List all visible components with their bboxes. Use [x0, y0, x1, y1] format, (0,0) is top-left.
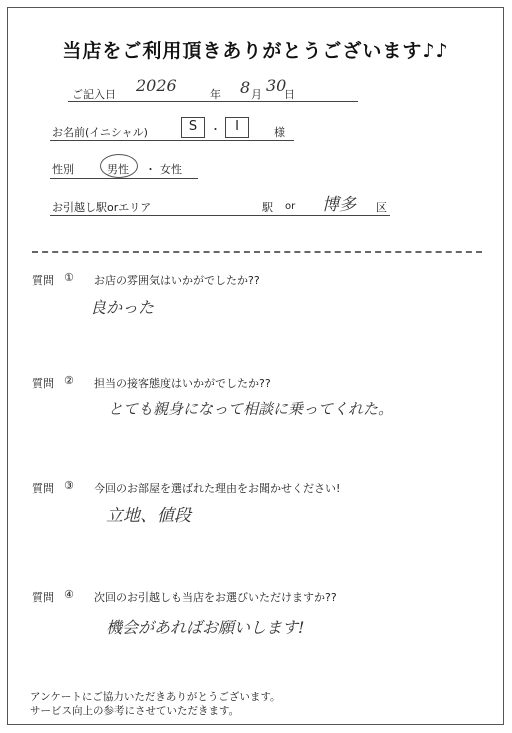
move-underline: [50, 215, 390, 216]
q1-answer: 良かった: [90, 298, 155, 317]
q2-answer: とても親身になって相談に乗ってくれた。: [108, 400, 394, 418]
q4-answer: 機会があればお願いします!: [106, 618, 305, 637]
date-day-value: 30: [266, 76, 287, 95]
footer-thanks: [30, 690, 281, 718]
initial-box-1: [181, 117, 205, 138]
date-underline: [68, 101, 358, 102]
area-value: 博多: [322, 195, 356, 215]
q2-text: 担当の接客態度はいかがでしたか??: [94, 377, 271, 390]
date-label: ご記入日: [72, 88, 116, 101]
section-divider: [32, 251, 482, 253]
date-month-value: 8: [240, 78, 251, 97]
q3-number: ③: [64, 479, 74, 492]
q3-text: 今回のお部屋を選ばれた理由をお聞かせください!: [94, 482, 341, 495]
date-year-unit: 年: [210, 88, 221, 101]
survey-sheet: [7, 7, 504, 725]
name-label: お名前(イニシャル): [52, 126, 148, 139]
gender-separator: ・: [145, 163, 156, 176]
page-title: 当店をご利用頂きありがとうございます♪♪: [62, 40, 449, 62]
date-year-value: 2026: [136, 76, 177, 95]
footer-line-1: アンケートにご協力いただきありがとうございます。: [30, 691, 281, 703]
gender-male: 男性: [107, 163, 129, 176]
q1-text: お店の雰囲気はいかがでしたか??: [94, 274, 260, 287]
gender-label: 性別: [52, 163, 74, 176]
move-label: お引越し駅orエリア: [52, 201, 152, 214]
ward-suffix: 区: [376, 201, 387, 214]
initial-separator: ・: [210, 123, 221, 136]
footer-line-2: サービス向上の参考にさせていただきます。: [30, 705, 240, 717]
name-underline: [50, 140, 294, 141]
date-month-unit: 月: [251, 88, 262, 101]
gender-female: 女性: [160, 163, 182, 176]
gender-underline: [50, 178, 198, 179]
q3-answer: 立地、値段: [106, 506, 191, 526]
initial-box-2: [225, 117, 249, 138]
station-suffix: 駅: [262, 201, 273, 214]
q1-number: ①: [64, 271, 74, 284]
q3-label: 質問: [32, 482, 54, 495]
or-label: or: [285, 201, 296, 212]
initial-1-value: S: [188, 119, 198, 134]
name-suffix: 様: [274, 126, 285, 139]
date-day-unit: 日: [284, 88, 295, 101]
q4-text: 次回のお引越しも当店をお選びいただけますか??: [94, 591, 337, 604]
q1-label: 質問: [32, 274, 54, 287]
q4-label: 質問: [32, 591, 54, 604]
q2-label: 質問: [32, 377, 54, 390]
q2-number: ②: [64, 374, 74, 387]
initial-2-value: I: [235, 119, 239, 134]
q4-number: ④: [64, 588, 74, 601]
